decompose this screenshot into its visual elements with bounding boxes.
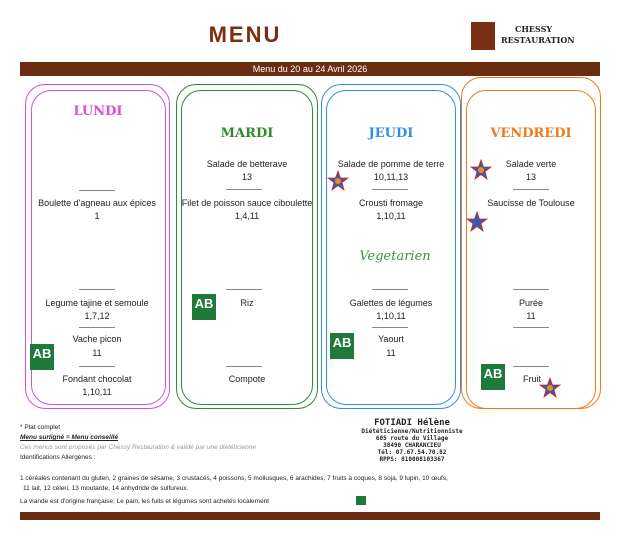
dish-lundi-1: Boulette d'agneau aux épices (38, 198, 156, 208)
logo-text (501, 24, 575, 46)
building-icon (471, 22, 495, 50)
dietitian-stamp (352, 418, 472, 463)
dietitian-address-2: 38490 CHARANCIEU (383, 442, 441, 449)
logo-line-2: RESTAURATION (501, 35, 575, 45)
separator (226, 289, 262, 290)
separator (79, 366, 115, 367)
ab-label: AB (194, 296, 214, 311)
period-banner: Menu du 20 au 24 Avril 2026 (20, 62, 600, 76)
chessy-logo (471, 20, 591, 52)
french-fruits-star-icon (539, 377, 561, 399)
separator (513, 327, 549, 328)
allergens-title: Identifications Allergènes : (20, 454, 96, 461)
dish-jeudi-4: Yaourt (378, 334, 404, 344)
separator (372, 327, 408, 328)
day-vendredi: VENDREDI (490, 126, 572, 141)
allergen-lundi-2: 1,7,12 (84, 311, 110, 321)
allergen-jeudi-1: 10,11,13 (373, 172, 409, 182)
allergen-vendredi-1: 13 (525, 172, 536, 182)
day-mardi: MARDI (220, 126, 274, 141)
vegetarian-label: Vegetarien (359, 249, 431, 264)
dietitian-phone: Tél: 07.67.54.70.82 (377, 449, 447, 456)
dish-mardi-4: Compote (228, 374, 266, 384)
separator (226, 189, 262, 190)
dish-vendredi-2: Saucisse de Toulouse (487, 198, 575, 208)
french-fruits-star-icon (470, 159, 492, 181)
allergen-mardi-1: 13 (241, 172, 252, 182)
dietitian-rpps: RPPS: 810008103367 (379, 456, 445, 463)
note-plat-complet: * Plat complet (20, 424, 61, 431)
origin-note: La viande est d'origine française; Le pain, les fuits et légumes sont achetés localement (20, 498, 270, 505)
separator (226, 366, 262, 367)
dish-lundi-4: Fondant chocolat (62, 374, 132, 384)
separator (513, 289, 549, 290)
allergen-jeudi-3: 1,10,11 (376, 311, 406, 321)
day-jeudi: JEUDI (368, 126, 414, 141)
day-lundi: LUNDI (73, 104, 123, 119)
allergen-jeudi-2: 1,10,11 (376, 211, 406, 221)
bottom-band (20, 512, 600, 520)
separator (513, 189, 549, 190)
organic-ab-icon (30, 344, 54, 370)
separator (513, 366, 549, 367)
small-ab-icon (356, 496, 366, 505)
dish-vendredi-4: Fruit (523, 374, 541, 384)
organic-ab-icon (192, 294, 216, 320)
ab-label: AB (332, 335, 352, 350)
dietitian-address-1: 605 route du Village (375, 435, 449, 442)
dish-jeudi-3: Galettes de légumes (349, 298, 433, 308)
dish-jeudi-1: Salade de pomme de terre (337, 159, 445, 169)
separator (79, 327, 115, 328)
allergen-mardi-2: 1,4,11 (234, 211, 260, 221)
allergen-lundi-3: 11 (92, 348, 102, 358)
page-title: MENU (208, 22, 282, 47)
french-meat-star-icon (466, 211, 488, 233)
separator (372, 189, 408, 190)
ab-label: AB (483, 366, 503, 381)
separator (79, 289, 115, 290)
note-proposed: Ces menus sont proposés par Chessy Restauration & validé par une diététicienne (20, 444, 256, 451)
dish-lundi-3: Vache picon (72, 334, 122, 344)
dish-mardi-1: Salade de betterave (206, 159, 288, 169)
dish-jeudi-2: Crousti fromage (358, 198, 424, 208)
allergen-vendredi-3: 11 (526, 311, 536, 321)
dish-mardi-2: Filet de poisson sauce ciboulette (181, 198, 313, 208)
ab-label: AB (32, 346, 52, 361)
dish-vendredi-1: Salade verte (505, 159, 557, 169)
dish-mardi-3: Riz (240, 298, 254, 308)
organic-ab-icon (330, 333, 354, 359)
dish-lundi-2: Legume tajine et semoule (45, 298, 149, 308)
allergens-line-2: 11 lait, 12 céleri, 13 moutarde, 14 anhydride de sulfureux. (23, 485, 189, 492)
allergen-lundi-1: 1 (94, 211, 100, 221)
separator (372, 289, 408, 290)
separator (79, 190, 115, 191)
french-fruits-star-icon (327, 170, 349, 192)
dietitian-role: Diététicienne/Nutritionniste (361, 428, 463, 435)
note-menu-souligne: Menu surligné = Menu conseillé (20, 434, 119, 441)
allergen-lundi-4: 1,10,11 (82, 387, 112, 397)
allergen-jeudi-4: 11 (386, 348, 396, 358)
dish-vendredi-3: Purée (518, 298, 544, 308)
allergens-line-1: 1 céréales contenant du gluten, 2 graines de sésame, 3 crustacés, 4 poissons, 5 mollusques, 6 arachides, 7 fruits à coques, 8 soja, 9 lupin, 10 œufs, (20, 475, 448, 482)
dietitian-name: FOTIADI Hélène (374, 418, 450, 428)
organic-ab-icon (481, 364, 505, 390)
logo-line-1: CHESSY (515, 24, 553, 34)
